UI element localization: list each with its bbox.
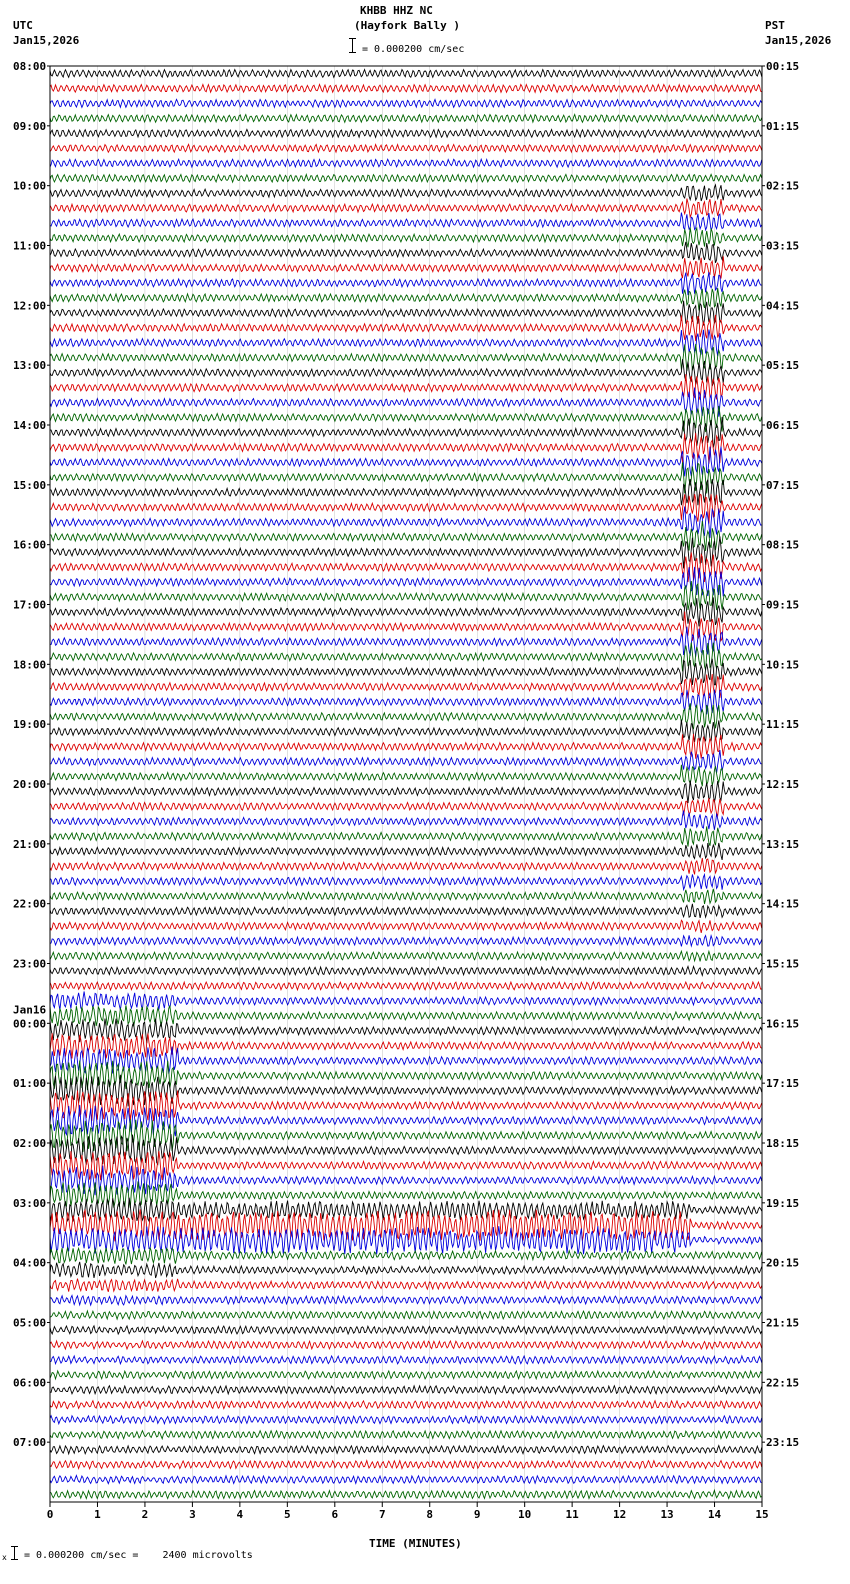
trace-34 [50, 567, 762, 596]
trace-42 [50, 690, 762, 715]
trace-64 [50, 1019, 762, 1044]
trace-95 [50, 1490, 762, 1498]
trace-25 [50, 433, 762, 464]
x-tick-label-9: 9 [473, 1508, 481, 1521]
trace-51 [50, 826, 762, 846]
trace-12 [50, 242, 762, 263]
trace-6 [50, 159, 762, 167]
trace-72 [50, 1134, 762, 1165]
trace-87 [50, 1371, 762, 1379]
trace-13 [50, 256, 762, 278]
trace-86 [50, 1356, 762, 1364]
right-time-label-8: 08:15 [766, 538, 800, 552]
right-time-label-5: 05:15 [766, 359, 800, 373]
trace-28 [50, 479, 762, 505]
right-time-label-10: 10:15 [766, 658, 800, 672]
trace-44 [50, 720, 762, 742]
station-location: (Hayfork Bally ) [354, 19, 460, 32]
trace-45 [50, 734, 762, 759]
x-tick-label-6: 6 [331, 1508, 339, 1521]
left-time-label-18: 02:00 [13, 1137, 47, 1150]
trace-65 [50, 1033, 762, 1058]
right-time-label-13: 13:15 [766, 837, 800, 851]
trace-49 [50, 798, 762, 816]
left-time-label-15: 23:00 [13, 957, 47, 971]
x-tick-label-10: 10 [518, 1508, 532, 1521]
left-time-label-6: 14:00 [13, 419, 47, 432]
trace-63 [50, 1005, 762, 1026]
trace-22 [50, 388, 762, 417]
trace-54 [50, 874, 762, 889]
x-tick-label-8: 8 [426, 1508, 434, 1521]
right-time-label-22: 22:15 [766, 1376, 800, 1390]
left-time-label-7: 15:00 [13, 478, 47, 492]
x-tick-label-14: 14 [707, 1508, 722, 1521]
trace-layer [50, 70, 762, 1499]
right-time-label-19: 19:15 [766, 1196, 800, 1210]
x-tick-label-12: 12 [612, 1508, 627, 1521]
right-timezone: PST [765, 19, 785, 32]
trace-10 [50, 213, 762, 231]
right-time-label-18: 18:15 [766, 1137, 800, 1150]
right-time-label-14: 14:15 [766, 897, 800, 911]
trace-53 [50, 858, 762, 874]
right-time-label-9: 09:15 [766, 598, 800, 612]
trace-61 [50, 982, 762, 990]
x-tick-label-2: 2 [141, 1508, 149, 1521]
left-time-label-4: 12:00 [13, 299, 47, 313]
trace-57 [50, 920, 762, 933]
trace-62 [50, 992, 762, 1011]
station-title: KHBB HHZ NC [360, 4, 433, 17]
trace-9 [50, 199, 762, 218]
left-date-change-label: Jan16 [13, 1003, 47, 1017]
x-tick-label-1: 1 [94, 1508, 101, 1521]
trace-90 [50, 1416, 762, 1424]
right-time-label-6: 06:15 [766, 419, 800, 432]
trace-93 [50, 1461, 762, 1469]
right-time-label-7: 07:15 [766, 478, 800, 492]
trace-91 [50, 1431, 762, 1439]
trace-4 [50, 129, 762, 137]
trace-8 [50, 185, 762, 201]
trace-58 [50, 935, 762, 946]
trace-60 [50, 966, 762, 975]
trace-15 [50, 288, 762, 311]
left-time-label-5: 13:00 [13, 359, 47, 373]
left-time-label-3: 11:00 [13, 239, 47, 253]
left-time-label-12: 20:00 [13, 778, 47, 791]
trace-84 [50, 1326, 762, 1334]
x-tick-label-13: 13 [660, 1508, 674, 1521]
left-time-label-13: 21:00 [13, 837, 47, 851]
trace-92 [50, 1446, 762, 1454]
left-time-label-19: 03:00 [13, 1196, 47, 1210]
trace-43 [50, 703, 762, 729]
footer-scale-bar-icon [11, 1546, 18, 1560]
trace-17 [50, 315, 762, 341]
trace-88 [50, 1386, 762, 1394]
trace-27 [50, 462, 762, 493]
trace-5 [50, 144, 762, 152]
right-time-label-20: 20:15 [766, 1256, 800, 1270]
left-time-label-21: 05:00 [13, 1316, 47, 1330]
right-time-label-23: 23:15 [766, 1436, 800, 1450]
right-time-label-1: 01:15 [766, 119, 800, 133]
left-time-label-20: 04:00 [13, 1256, 47, 1270]
x-tick-label-4: 4 [236, 1508, 244, 1521]
left-time-label-1: 09:00 [13, 119, 47, 133]
left-time-label-23: 07:00 [13, 1436, 47, 1450]
scale-label: = 0.000200 cm/sec [362, 44, 465, 55]
trace-0 [50, 70, 762, 78]
trace-19 [50, 344, 762, 371]
trace-48 [50, 781, 762, 804]
trace-30 [50, 507, 762, 538]
trace-29 [50, 494, 762, 524]
x-axis-label: TIME (MINUTES) [369, 1537, 462, 1550]
trace-80 [50, 1262, 762, 1278]
trace-81 [50, 1279, 762, 1292]
trace-73 [50, 1151, 762, 1181]
right-time-label-16: 16:15 [766, 1017, 800, 1031]
right-time-label-2: 02:15 [766, 179, 800, 193]
left-time-label-10: 18:00 [13, 658, 47, 672]
trace-50 [50, 811, 762, 830]
trace-36 [50, 597, 762, 626]
trace-40 [50, 659, 762, 685]
right-time-label-17: 17:15 [766, 1077, 800, 1091]
left-time-label-11: 19:00 [13, 718, 47, 732]
trace-55 [50, 889, 762, 904]
trace-2 [50, 99, 762, 107]
right-time-label-3: 03:15 [766, 239, 800, 253]
x-tick-label-7: 7 [378, 1508, 386, 1521]
trace-37 [50, 612, 762, 641]
trace-21 [50, 374, 762, 400]
trace-33 [50, 552, 762, 582]
right-time-label-11: 11:15 [766, 718, 800, 732]
right-date: Jan15,2026 [765, 34, 832, 47]
right-time-label-21: 21:15 [766, 1316, 800, 1330]
trace-38 [50, 627, 762, 657]
right-time-label-4: 04:15 [766, 299, 800, 313]
x-tick-label-5: 5 [284, 1508, 291, 1521]
trace-16 [50, 301, 762, 326]
trace-14 [50, 272, 762, 295]
footer-corner-mark: x [2, 1553, 7, 1562]
left-timezone: UTC [13, 19, 33, 32]
right-time-label-12: 12:15 [766, 778, 800, 791]
trace-94 [50, 1476, 762, 1484]
trace-47 [50, 765, 762, 786]
trace-41 [50, 674, 762, 699]
trace-82 [50, 1296, 762, 1306]
trace-18 [50, 330, 762, 357]
left-time-label-22: 06:00 [13, 1376, 47, 1390]
x-tick-label-15: 15 [755, 1508, 769, 1521]
right-time-label-0: 00:15 [766, 60, 800, 73]
trace-56 [50, 904, 762, 918]
footer-scale-label: = 0.000200 cm/sec = 2400 microvolts [24, 1550, 253, 1561]
left-time-label-2: 10:00 [13, 179, 47, 193]
left-time-label-17: 01:00 [13, 1077, 47, 1091]
trace-85 [50, 1341, 762, 1349]
trace-23 [50, 406, 762, 432]
trace-83 [50, 1311, 762, 1319]
left-time-label-9: 17:00 [13, 598, 47, 612]
trace-24 [50, 417, 762, 448]
left-date: Jan15,2026 [13, 34, 80, 47]
right-time-label-15: 15:15 [766, 957, 800, 971]
trace-20 [50, 359, 762, 386]
trace-1 [50, 85, 762, 93]
trace-79 [50, 1247, 762, 1264]
left-time-label-16: 00:00 [13, 1017, 47, 1031]
trace-52 [50, 843, 762, 860]
left-time-label-0: 08:00 [13, 60, 47, 73]
trace-39 [50, 643, 762, 672]
left-time-label-8: 16:00 [13, 538, 47, 552]
trace-32 [50, 536, 762, 568]
trace-3 [50, 115, 762, 123]
trace-11 [50, 227, 762, 247]
trace-89 [50, 1401, 762, 1409]
trace-46 [50, 750, 762, 773]
trace-59 [50, 951, 762, 961]
left-time-label-14: 22:00 [13, 897, 47, 911]
x-tick-label-0: 0 [46, 1508, 54, 1521]
x-tick-label-3: 3 [189, 1508, 196, 1521]
trace-26 [50, 447, 762, 477]
trace-7 [50, 174, 762, 182]
x-tick-label-11: 11 [565, 1508, 579, 1521]
